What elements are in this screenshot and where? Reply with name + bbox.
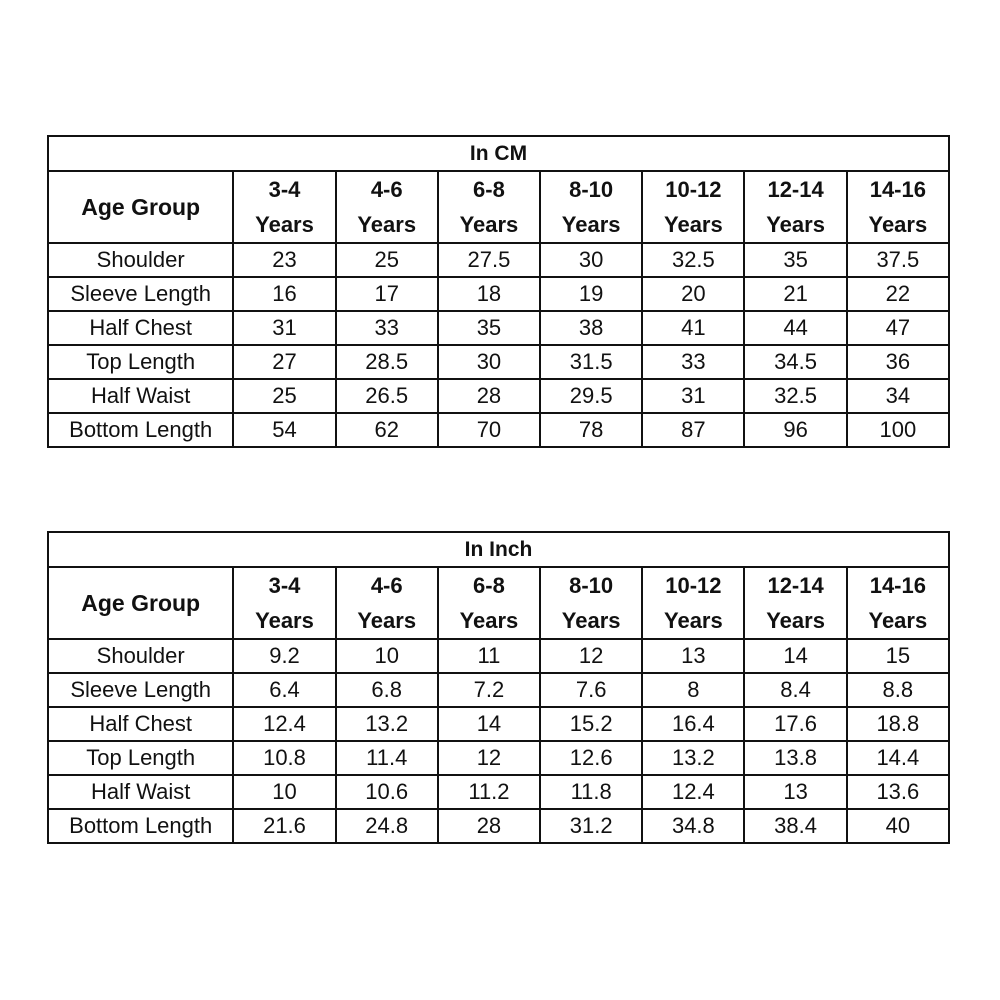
table-row	[48, 413, 949, 447]
measurement-value: 11.4	[336, 741, 438, 775]
measurement-value: 33	[642, 345, 744, 379]
measurement-value: 13.2	[336, 707, 438, 741]
measurement-label: Sleeve Length	[48, 673, 233, 707]
table-row	[48, 775, 949, 809]
age-unit-label: Years	[868, 608, 928, 633]
age-range-label: 4-6	[370, 573, 403, 598]
table-row	[48, 243, 949, 277]
measurement-label: Top Length	[48, 345, 233, 379]
measurement-value: 33	[336, 311, 438, 345]
measurement-value: 25	[336, 243, 438, 277]
measurement-value: 24.8	[336, 809, 438, 843]
measurement-value: 38.4	[744, 809, 846, 843]
table-row	[48, 673, 949, 707]
measurement-value: 12.4	[642, 775, 744, 809]
age-range-label: 6-8	[473, 573, 505, 598]
measurement-value: 30	[540, 243, 642, 277]
measurement-value: 26.5	[336, 379, 438, 413]
measurement-value: 6.8	[336, 673, 438, 707]
age-range-label: 12-14	[767, 177, 824, 202]
measurement-value: 18	[438, 277, 540, 311]
age-group-header: Age Group	[48, 567, 233, 639]
measurement-value: 13.6	[847, 775, 949, 809]
measurement-value: 23	[233, 243, 335, 277]
measurement-value: 38	[540, 311, 642, 345]
measurement-value: 11.2	[438, 775, 540, 809]
age-range-label: 12-14	[767, 573, 824, 598]
measurement-value: 11	[438, 639, 540, 673]
age-unit-label: Years	[766, 212, 825, 237]
age-unit-label: Years	[459, 608, 519, 633]
measurement-label: Half Chest	[48, 311, 233, 345]
table-title: In CM	[48, 136, 949, 171]
age-column-header	[847, 171, 949, 243]
age-column-header	[336, 171, 438, 243]
size-chart-inch-table	[47, 531, 950, 844]
table-row	[48, 311, 949, 345]
measurement-value: 27	[233, 345, 335, 379]
measurement-value: 22	[847, 277, 949, 311]
age-range-label: 14-16	[869, 177, 926, 202]
measurement-value: 87	[642, 413, 744, 447]
age-column-header	[642, 567, 744, 639]
age-range-label: 8-10	[569, 177, 614, 202]
measurement-value: 13	[744, 775, 846, 809]
measurement-value: 20	[642, 277, 744, 311]
measurement-value: 13	[642, 639, 744, 673]
age-unit-label: Years	[868, 212, 928, 237]
age-column-header	[744, 567, 846, 639]
age-column-header	[233, 171, 335, 243]
age-range-label: 3-4	[268, 177, 301, 202]
measurement-value: 35	[744, 243, 846, 277]
age-unit-label: Years	[255, 608, 314, 633]
age-column-header	[540, 567, 642, 639]
age-range-label: 8-10	[569, 573, 614, 598]
measurement-value: 25	[233, 379, 335, 413]
measurement-value: 17.6	[744, 707, 846, 741]
measurement-value: 47	[847, 311, 949, 345]
table-row	[48, 707, 949, 741]
measurement-value: 62	[336, 413, 438, 447]
measurement-value: 11.8	[540, 775, 642, 809]
measurement-value: 17	[336, 277, 438, 311]
measurement-value: 34.5	[744, 345, 846, 379]
measurement-value: 70	[438, 413, 540, 447]
age-unit-label: Years	[561, 212, 621, 237]
size-chart-inch-body	[48, 532, 949, 843]
age-range-label: 4-6	[370, 177, 403, 202]
measurement-value: 28.5	[336, 345, 438, 379]
measurement-value: 41	[642, 311, 744, 345]
measurement-label: Half Chest	[48, 707, 233, 741]
measurement-value: 7.2	[438, 673, 540, 707]
measurement-value: 6.4	[233, 673, 335, 707]
table-title-row	[48, 532, 949, 567]
age-unit-label: Years	[357, 212, 417, 237]
age-group-header: Age Group	[48, 171, 233, 243]
measurement-value: 32.5	[744, 379, 846, 413]
measurement-label: Shoulder	[48, 639, 233, 673]
age-column-header	[233, 567, 335, 639]
measurement-value: 12	[540, 639, 642, 673]
measurement-value: 15.2	[540, 707, 642, 741]
age-unit-label: Years	[561, 608, 621, 633]
measurement-value: 14	[438, 707, 540, 741]
age-unit-label: Years	[664, 608, 723, 633]
measurement-value: 14.4	[847, 741, 949, 775]
table-row	[48, 277, 949, 311]
measurement-value: 30	[438, 345, 540, 379]
measurement-value: 78	[540, 413, 642, 447]
measurement-value: 35	[438, 311, 540, 345]
measurement-value: 21	[744, 277, 846, 311]
age-column-header	[336, 567, 438, 639]
table-title-row	[48, 136, 949, 171]
age-range-label: 6-8	[473, 177, 505, 202]
measurement-label: Half Waist	[48, 379, 233, 413]
measurement-value: 40	[847, 809, 949, 843]
measurement-value: 16	[233, 277, 335, 311]
measurement-value: 100	[847, 413, 949, 447]
age-unit-label: Years	[664, 212, 723, 237]
table-header-row	[48, 567, 949, 639]
measurement-value: 18.8	[847, 707, 949, 741]
measurement-value: 44	[744, 311, 846, 345]
measurement-value: 31	[233, 311, 335, 345]
table-header-row	[48, 171, 949, 243]
measurement-value: 28	[438, 809, 540, 843]
age-range-label: 14-16	[869, 573, 926, 598]
measurement-label: Bottom Length	[48, 413, 233, 447]
size-chart-cm-body	[48, 136, 949, 447]
measurement-value: 34	[847, 379, 949, 413]
measurement-value: 96	[744, 413, 846, 447]
measurement-value: 54	[233, 413, 335, 447]
measurement-value: 10.6	[336, 775, 438, 809]
age-column-header	[438, 171, 540, 243]
measurement-value: 10	[233, 775, 335, 809]
measurement-value: 16.4	[642, 707, 744, 741]
measurement-value: 10.8	[233, 741, 335, 775]
age-unit-label: Years	[255, 212, 314, 237]
measurement-value: 19	[540, 277, 642, 311]
measurement-value: 8.8	[847, 673, 949, 707]
measurement-value: 13.8	[744, 741, 846, 775]
measurement-value: 7.6	[540, 673, 642, 707]
age-range-label: 10-12	[665, 177, 722, 202]
age-column-header	[744, 171, 846, 243]
measurement-value: 36	[847, 345, 949, 379]
measurement-value: 12.4	[233, 707, 335, 741]
measurement-value: 10	[336, 639, 438, 673]
measurement-label: Half Waist	[48, 775, 233, 809]
measurement-value: 31	[642, 379, 744, 413]
age-column-header	[642, 171, 744, 243]
measurement-value: 15	[847, 639, 949, 673]
age-column-header	[540, 171, 642, 243]
age-column-header	[847, 567, 949, 639]
size-chart-cm-table	[47, 135, 950, 448]
table-title: In Inch	[48, 532, 949, 567]
measurement-value: 27.5	[438, 243, 540, 277]
measurement-value: 12	[438, 741, 540, 775]
measurement-label: Bottom Length	[48, 809, 233, 843]
table-row	[48, 345, 949, 379]
table-row	[48, 741, 949, 775]
measurement-value: 8.4	[744, 673, 846, 707]
measurement-value: 32.5	[642, 243, 744, 277]
measurement-label: Sleeve Length	[48, 277, 233, 311]
measurement-value: 13.2	[642, 741, 744, 775]
age-unit-label: Years	[357, 608, 417, 633]
measurement-label: Top Length	[48, 741, 233, 775]
measurement-value: 9.2	[233, 639, 335, 673]
measurement-label: Shoulder	[48, 243, 233, 277]
measurement-value: 14	[744, 639, 846, 673]
table-row	[48, 639, 949, 673]
age-range-label: 10-12	[665, 573, 722, 598]
age-column-header	[438, 567, 540, 639]
measurement-value: 34.8	[642, 809, 744, 843]
measurement-value: 21.6	[233, 809, 335, 843]
age-unit-label: Years	[459, 212, 519, 237]
measurement-value: 8	[642, 673, 744, 707]
age-range-label: 3-4	[268, 573, 301, 598]
age-unit-label: Years	[766, 608, 825, 633]
measurement-value: 31.2	[540, 809, 642, 843]
table-row	[48, 809, 949, 843]
measurement-value: 37.5	[847, 243, 949, 277]
measurement-value: 12.6	[540, 741, 642, 775]
table-row	[48, 379, 949, 413]
measurement-value: 29.5	[540, 379, 642, 413]
measurement-value: 28	[438, 379, 540, 413]
measurement-value: 31.5	[540, 345, 642, 379]
